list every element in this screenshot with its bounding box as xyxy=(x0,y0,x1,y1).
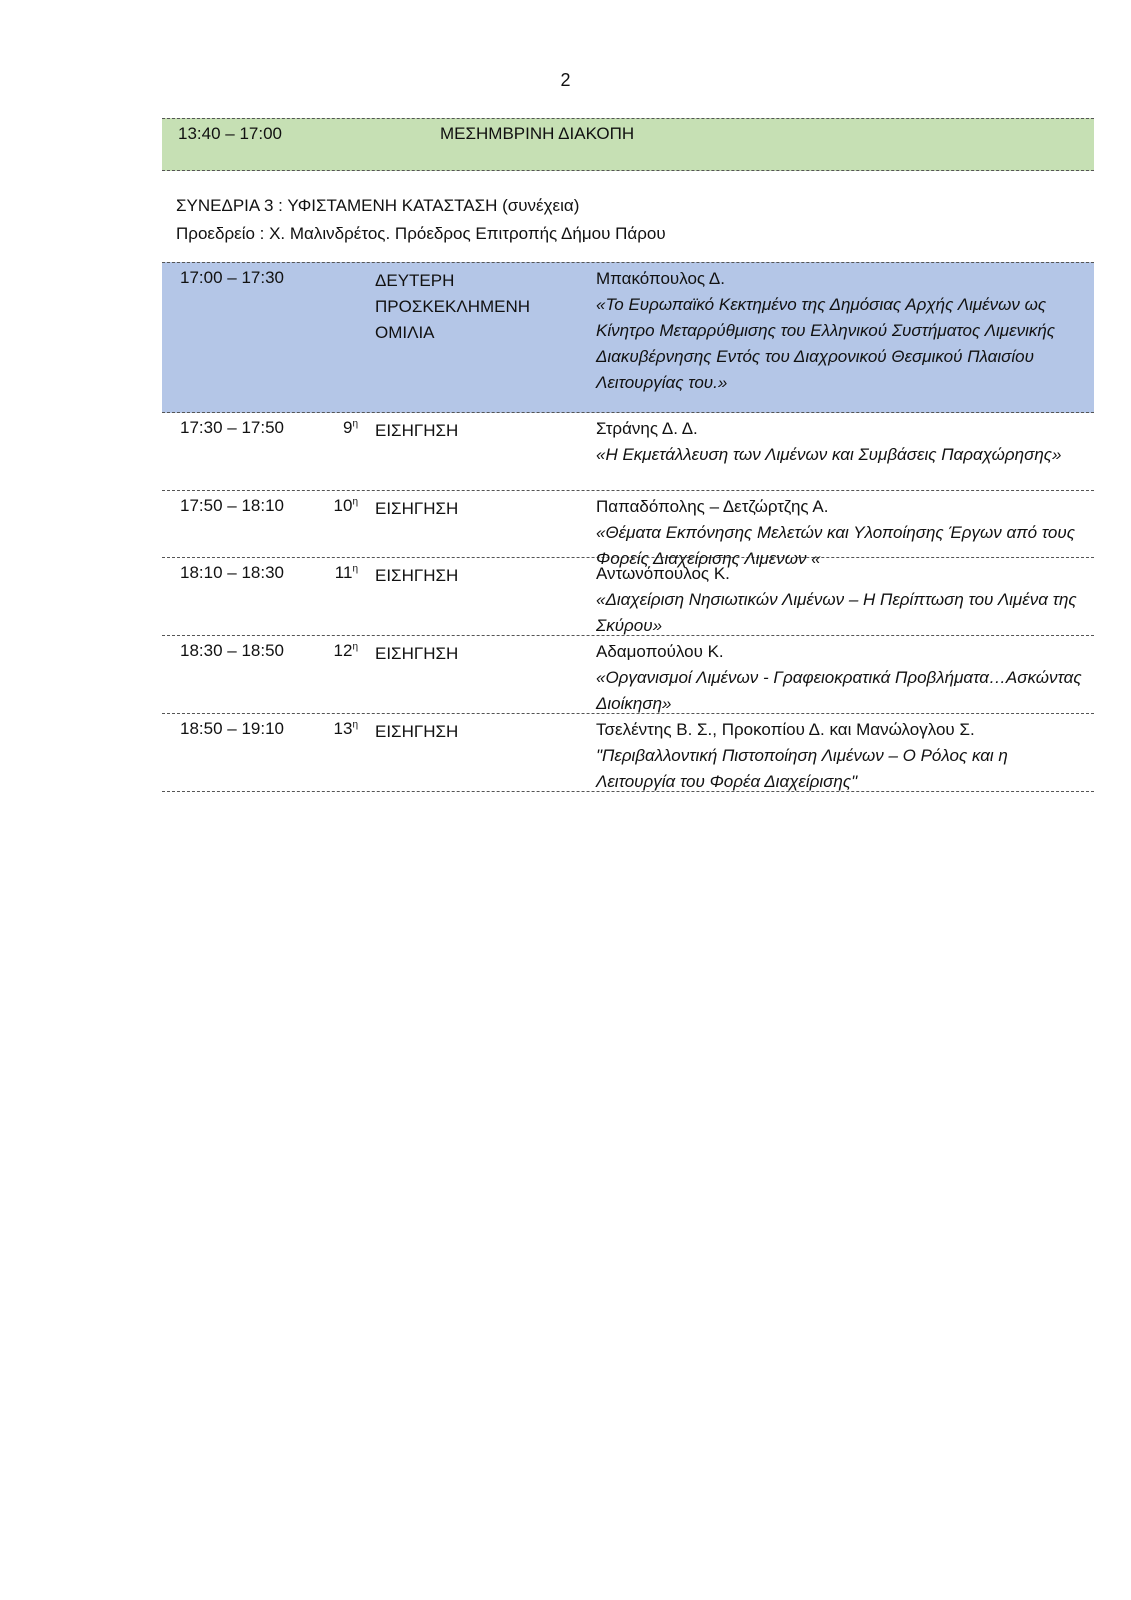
talk-time: 17:30 – 17:50 xyxy=(180,418,284,437)
talk-number-suffix: η xyxy=(352,563,358,575)
talk-type: ΕΙΣΗΓΗΣΗ xyxy=(375,499,459,518)
talk-number-value: 9 xyxy=(342,418,353,437)
talk-row xyxy=(162,413,1094,491)
talk-content xyxy=(596,416,1086,468)
talk-number xyxy=(308,719,358,739)
talk-row xyxy=(162,714,1094,792)
page-number: 2 xyxy=(560,70,571,90)
talk-content xyxy=(596,639,1086,717)
talk-number xyxy=(308,563,358,583)
talk-row xyxy=(162,491,1094,568)
session-title: ΣΥΝΕΔΡΙΑ 3 : ΥΦΙΣΤΑΜΕΝΗ ΚΑΤΑΣΤΑΣΗ (συνέχεια) xyxy=(176,196,580,215)
talk-row xyxy=(162,558,1094,636)
talk-content xyxy=(596,561,1086,639)
talk-number xyxy=(308,496,358,516)
talk-type: ΕΙΣΗΓΗΣΗ xyxy=(375,566,459,585)
talk-title: «Η Εκμετάλλευση των Λιμένων και Συμβάσεις Παραχώρησης» xyxy=(596,445,1062,464)
talk-type: ΕΙΣΗΓΗΣΗ xyxy=(375,421,459,440)
talk-number-suffix: η xyxy=(352,641,358,653)
talk-time: 17:00 – 17:30 xyxy=(180,268,284,287)
talk-speaker: Αντωνόπουλος Κ. xyxy=(596,564,730,583)
lunch-break-label: ΜΕΣΗΜΒΡΙΝΗ ΔΙΑΚΟΠΗ xyxy=(440,124,635,143)
session-header xyxy=(176,192,666,248)
talk-type: ΔΕΥΤΕΡΗ ΠΡΟΣΚΕΚΛΗΜΕΝΗ ΟΜΙΛΙΑ xyxy=(375,271,531,342)
talk-speaker: Τσελέντης Β. Σ., Προκοπίου Δ. και Μανώλογλου Σ. xyxy=(596,720,975,739)
talk-speaker: Αδαμοπούλου Κ. xyxy=(596,642,724,661)
talk-content xyxy=(596,717,1086,795)
talk-number-value: 13 xyxy=(333,719,353,738)
invited-talk-row xyxy=(162,262,1094,413)
talk-content xyxy=(596,266,1086,396)
talk-speaker: Παπαδόπολης – Δετζώρτζης Α. xyxy=(596,497,829,516)
lunch-break-time: 13:40 – 17:00 xyxy=(178,124,282,143)
talk-title: «Οργανισμοί Λιμένων - Γραφειοκρατικά Προβλήματα…Ασκώντας Διοίκηση» xyxy=(596,668,1082,713)
session-chair: Προεδρείο : Χ. Μαλινδρέτος. Πρόεδρος Επιτροπής Δήμου Πάρου xyxy=(176,224,666,243)
talk-type: ΕΙΣΗΓΗΣΗ xyxy=(375,722,459,741)
talk-time: 17:50 – 18:10 xyxy=(180,496,284,515)
talk-number-suffix: η xyxy=(352,418,358,430)
talk-title: "Περιβαλλοντική Πιστοποίηση Λιμένων – Ο Ρόλος και η Λειτουργία του Φορέα Διαχείρισης" xyxy=(596,746,1008,791)
talk-number xyxy=(308,418,358,438)
talk-title: «Το Ευρωπαϊκό Κεκτημένο της Δημόσιας Αρχής Λιμένων ως Κίνητρο Μεταρρύθμισης του Ελληνικού Συστήματος Λιμενικής Διακυβέρνησης Εντός του Διαχρονικού Θεσμικού Πλαισίου Λειτουργίας του.» xyxy=(596,295,1056,392)
talk-title: «Διαχείριση Νησιωτικών Λιμένων – Η Περίπτωση του Λιμένα της Σκύρου» xyxy=(596,590,1077,635)
talk-time: 18:50 – 19:10 xyxy=(180,719,284,738)
talk-number-value: 12 xyxy=(333,641,353,660)
talk-time: 18:30 – 18:50 xyxy=(180,641,284,660)
talk-number-suffix: η xyxy=(352,719,358,731)
talk-speaker: Στράνης Δ. Δ. xyxy=(596,419,698,438)
lunch-break-row xyxy=(162,118,1094,171)
talk-type: ΕΙΣΗΓΗΣΗ xyxy=(375,644,459,663)
talk-row xyxy=(162,636,1094,714)
talk-number xyxy=(308,641,358,661)
talk-time: 18:10 – 18:30 xyxy=(180,563,284,582)
talk-title: «Θέματα Εκπόνησης Μελετών και Υλοποίησης Έργων από τους Φορείς Διαχείρισης Λιμενων « xyxy=(596,523,1075,568)
talk-speaker: Μπακόπουλος Δ. xyxy=(596,269,725,288)
talk-number-suffix: η xyxy=(352,496,358,508)
talk-number-value: 10 xyxy=(333,496,353,515)
talk-number-value: 11 xyxy=(334,563,353,582)
